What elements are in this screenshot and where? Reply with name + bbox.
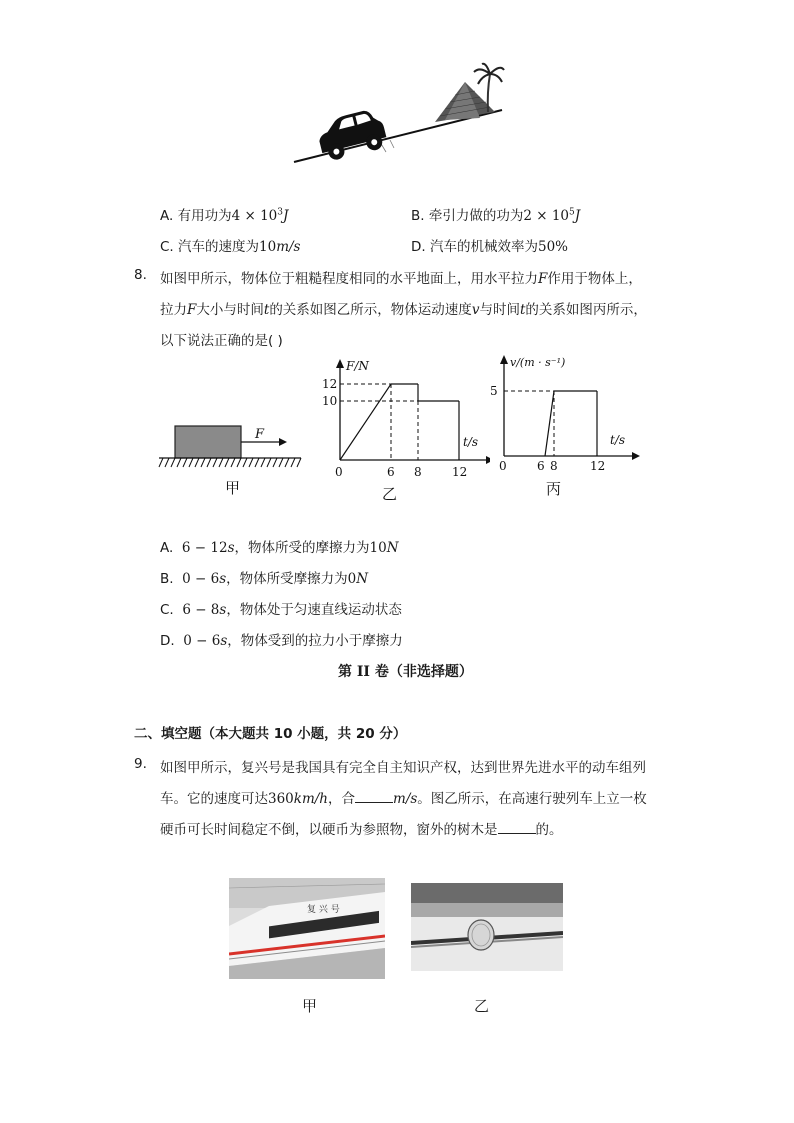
q8-option-a: A. 6 − 12s，物体所受的摩擦力为10N bbox=[160, 540, 399, 556]
caption-jia: 甲 bbox=[225, 479, 241, 497]
tick-y-12: 12 bbox=[322, 377, 338, 391]
q8-number: 8. bbox=[134, 267, 147, 283]
y-axis-label: v/(m · s⁻¹) bbox=[510, 356, 566, 369]
q8-stem-line2: 拉力F大小与时间t的关系如图乙所示，物体运动速度v与时间t的关系如图丙所示， bbox=[160, 302, 647, 318]
q7-option-a: A. 有用功为$4 \times 10^3J$ bbox=[160, 207, 289, 224]
caption-yi: 乙 bbox=[382, 485, 398, 503]
caption-q9-yi: 乙 bbox=[474, 997, 490, 1015]
q9-number: 9. bbox=[134, 756, 147, 772]
caption-bing: 丙 bbox=[546, 480, 562, 498]
train-photo bbox=[229, 878, 385, 979]
section-title: 第 II 卷（非选择题） bbox=[338, 664, 473, 680]
car-incline-figure bbox=[290, 60, 505, 170]
force-label: F bbox=[255, 427, 265, 442]
tick-y-10: 10 bbox=[322, 394, 338, 408]
caption-q9-jia: 甲 bbox=[302, 997, 318, 1015]
tick-y-5: 5 bbox=[490, 384, 498, 398]
q7-option-c: C. 汽车的速度为10m/s bbox=[160, 239, 301, 255]
train-sign: 复 兴 号 bbox=[307, 905, 340, 915]
tick-x-6: 6 bbox=[537, 459, 545, 473]
x-axis-label: t/s bbox=[463, 435, 479, 449]
q9-stem-line2: 车。它的速度可达360km/h，合 m/s。图乙所示，在高速行驶列车上立一枚 bbox=[160, 787, 647, 807]
tick-x-0: 0 bbox=[335, 465, 343, 479]
answer-blank-motion[interactable] bbox=[498, 819, 536, 834]
q8-figure-yi bbox=[318, 356, 490, 506]
q8-option-b: B. 0 − 6s，物体所受摩擦力为0N bbox=[160, 571, 369, 587]
q8-stem-line1: 如图甲所示，物体位于粗糙程度相同的水平地面上，用水平拉力F作用于物体上， bbox=[160, 271, 642, 287]
q8-figure-jia bbox=[155, 418, 305, 498]
tick-x-6: 6 bbox=[387, 465, 395, 479]
answer-blank-speed[interactable] bbox=[355, 788, 393, 803]
tick-x-0: 0 bbox=[499, 459, 507, 473]
q8-option-c: C. 6 − 8s，物体处于匀速直线运动状态 bbox=[160, 602, 402, 618]
tick-x-8: 8 bbox=[550, 459, 558, 473]
q9-stem-line3: 硬币可长时间稳定不倒，以硬币为参照物，窗外的树木是 的。 bbox=[160, 818, 563, 838]
tick-x-8: 8 bbox=[414, 465, 422, 479]
q8-figure-bing bbox=[482, 350, 642, 500]
x-axis-label: t/s bbox=[610, 433, 626, 447]
part2-heading: 二、填空题（本大题共 10 小题，共 20 分） bbox=[134, 726, 407, 742]
q8-stem-line3: 以下说法正确的是( ) bbox=[160, 333, 283, 349]
tick-x-12: 12 bbox=[590, 459, 606, 473]
coin-photo bbox=[411, 883, 563, 971]
q8-option-d: D. 0 − 6s，物体受到的拉力小于摩擦力 bbox=[160, 633, 403, 649]
q7-option-b: B. 牵引力做的功为$2 \times 10^5J$ bbox=[411, 207, 581, 224]
q7-option-d: D. 汽车的机械效率为50% bbox=[411, 239, 568, 255]
block bbox=[175, 426, 241, 458]
y-axis-label: F/N bbox=[346, 359, 369, 373]
tick-x-12: 12 bbox=[452, 465, 468, 479]
q9-stem-line1: 如图甲所示，复兴号是我国具有完全自主知识产权，达到世界先进水平的动车组列 bbox=[160, 760, 646, 776]
